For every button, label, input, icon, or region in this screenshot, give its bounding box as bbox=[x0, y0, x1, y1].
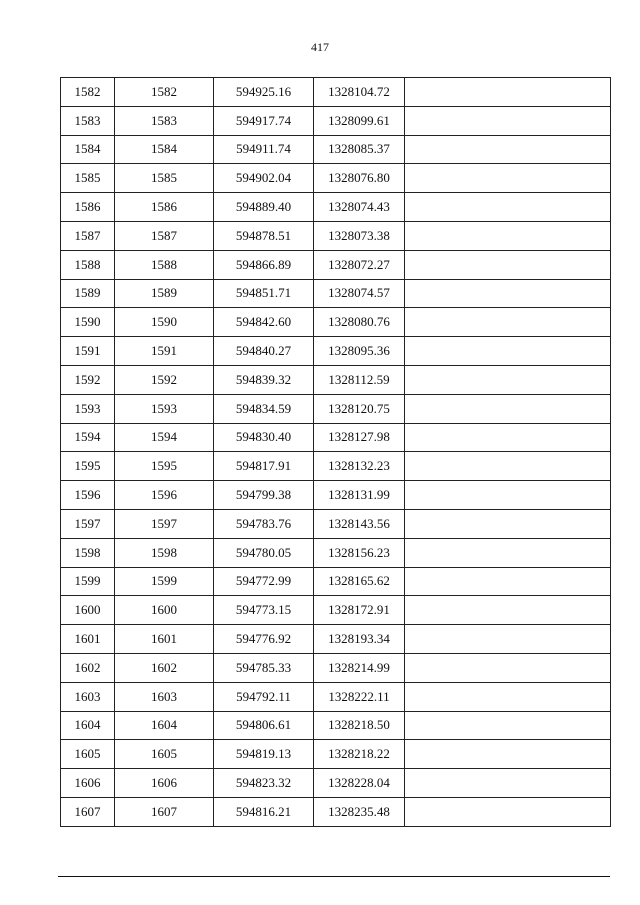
point-id-cell: 1589 bbox=[115, 279, 214, 308]
point-index-cell: 1591 bbox=[61, 337, 115, 366]
point-index-cell: 1592 bbox=[61, 365, 115, 394]
y-coordinate-cell: 1328104.72 bbox=[314, 78, 405, 107]
note-cell bbox=[405, 250, 611, 279]
x-coordinate-cell: 594785.33 bbox=[214, 653, 314, 682]
point-id-cell: 1605 bbox=[115, 740, 214, 769]
point-id-cell: 1582 bbox=[115, 78, 214, 107]
y-coordinate-cell: 1328073.38 bbox=[314, 221, 405, 250]
point-index-cell: 1595 bbox=[61, 452, 115, 481]
x-coordinate-cell: 594776.92 bbox=[214, 625, 314, 654]
table-row bbox=[61, 164, 611, 193]
note-cell bbox=[405, 337, 611, 366]
table-row bbox=[61, 337, 611, 366]
point-id-cell: 1590 bbox=[115, 308, 214, 337]
point-index-cell: 1599 bbox=[61, 567, 115, 596]
x-coordinate-cell: 594911.74 bbox=[214, 135, 314, 164]
note-cell bbox=[405, 279, 611, 308]
point-index-cell: 1596 bbox=[61, 481, 115, 510]
point-id-cell: 1595 bbox=[115, 452, 214, 481]
note-cell bbox=[405, 423, 611, 452]
point-id-cell: 1586 bbox=[115, 193, 214, 222]
y-coordinate-cell: 1328074.43 bbox=[314, 193, 405, 222]
table-row bbox=[61, 653, 611, 682]
table-row bbox=[61, 452, 611, 481]
y-coordinate-cell: 1328235.48 bbox=[314, 797, 405, 826]
x-coordinate-cell: 594839.32 bbox=[214, 365, 314, 394]
point-id-cell: 1585 bbox=[115, 164, 214, 193]
note-cell bbox=[405, 653, 611, 682]
x-coordinate-cell: 594902.04 bbox=[214, 164, 314, 193]
point-id-cell: 1587 bbox=[115, 221, 214, 250]
point-index-cell: 1584 bbox=[61, 135, 115, 164]
x-coordinate-cell: 594773.15 bbox=[214, 596, 314, 625]
point-id-cell: 1593 bbox=[115, 394, 214, 423]
y-coordinate-cell: 1328228.04 bbox=[314, 769, 405, 798]
point-id-cell: 1583 bbox=[115, 106, 214, 135]
x-coordinate-cell: 594840.27 bbox=[214, 337, 314, 366]
x-coordinate-cell: 594792.11 bbox=[214, 682, 314, 711]
point-index-cell: 1601 bbox=[61, 625, 115, 654]
x-coordinate-cell: 594842.60 bbox=[214, 308, 314, 337]
point-id-cell: 1601 bbox=[115, 625, 214, 654]
point-index-cell: 1590 bbox=[61, 308, 115, 337]
point-index-cell: 1583 bbox=[61, 106, 115, 135]
table-row bbox=[61, 250, 611, 279]
table-row bbox=[61, 596, 611, 625]
table-row bbox=[61, 423, 611, 452]
table-row bbox=[61, 78, 611, 107]
y-coordinate-cell: 1328165.62 bbox=[314, 567, 405, 596]
table-row bbox=[61, 221, 611, 250]
y-coordinate-cell: 1328080.76 bbox=[314, 308, 405, 337]
note-cell bbox=[405, 711, 611, 740]
point-index-cell: 1582 bbox=[61, 78, 115, 107]
point-index-cell: 1600 bbox=[61, 596, 115, 625]
y-coordinate-cell: 1328222.11 bbox=[314, 682, 405, 711]
note-cell bbox=[405, 394, 611, 423]
x-coordinate-cell: 594823.32 bbox=[214, 769, 314, 798]
table-row bbox=[61, 625, 611, 654]
y-coordinate-cell: 1328218.22 bbox=[314, 740, 405, 769]
point-index-cell: 1588 bbox=[61, 250, 115, 279]
note-cell bbox=[405, 538, 611, 567]
table-row bbox=[61, 682, 611, 711]
point-index-cell: 1589 bbox=[61, 279, 115, 308]
point-id-cell: 1606 bbox=[115, 769, 214, 798]
y-coordinate-cell: 1328120.75 bbox=[314, 394, 405, 423]
footer-rule bbox=[58, 876, 610, 877]
note-cell bbox=[405, 769, 611, 798]
x-coordinate-cell: 594799.38 bbox=[214, 481, 314, 510]
point-index-cell: 1602 bbox=[61, 653, 115, 682]
point-id-cell: 1584 bbox=[115, 135, 214, 164]
note-cell bbox=[405, 308, 611, 337]
note-cell bbox=[405, 135, 611, 164]
point-id-cell: 1598 bbox=[115, 538, 214, 567]
table-row bbox=[61, 538, 611, 567]
table-row bbox=[61, 740, 611, 769]
y-coordinate-cell: 1328214.99 bbox=[314, 653, 405, 682]
y-coordinate-cell: 1328085.37 bbox=[314, 135, 405, 164]
point-index-cell: 1586 bbox=[61, 193, 115, 222]
y-coordinate-cell: 1328127.98 bbox=[314, 423, 405, 452]
table-row bbox=[61, 711, 611, 740]
coordinate-table bbox=[60, 77, 611, 827]
y-coordinate-cell: 1328112.59 bbox=[314, 365, 405, 394]
x-coordinate-cell: 594817.91 bbox=[214, 452, 314, 481]
note-cell bbox=[405, 365, 611, 394]
x-coordinate-cell: 594866.89 bbox=[214, 250, 314, 279]
note-cell bbox=[405, 625, 611, 654]
point-id-cell: 1596 bbox=[115, 481, 214, 510]
x-coordinate-cell: 594806.61 bbox=[214, 711, 314, 740]
point-index-cell: 1598 bbox=[61, 538, 115, 567]
note-cell bbox=[405, 567, 611, 596]
note-cell bbox=[405, 193, 611, 222]
table-row bbox=[61, 193, 611, 222]
note-cell bbox=[405, 682, 611, 711]
x-coordinate-cell: 594830.40 bbox=[214, 423, 314, 452]
point-index-cell: 1603 bbox=[61, 682, 115, 711]
table-row bbox=[61, 769, 611, 798]
point-id-cell: 1588 bbox=[115, 250, 214, 279]
point-index-cell: 1607 bbox=[61, 797, 115, 826]
y-coordinate-cell: 1328076.80 bbox=[314, 164, 405, 193]
table-row bbox=[61, 797, 611, 826]
y-coordinate-cell: 1328095.36 bbox=[314, 337, 405, 366]
table-row bbox=[61, 106, 611, 135]
point-index-cell: 1605 bbox=[61, 740, 115, 769]
y-coordinate-cell: 1328099.61 bbox=[314, 106, 405, 135]
note-cell bbox=[405, 481, 611, 510]
x-coordinate-cell: 594772.99 bbox=[214, 567, 314, 596]
x-coordinate-cell: 594816.21 bbox=[214, 797, 314, 826]
x-coordinate-cell: 594783.76 bbox=[214, 509, 314, 538]
coordinate-table-body bbox=[61, 78, 611, 827]
x-coordinate-cell: 594851.71 bbox=[214, 279, 314, 308]
table-row bbox=[61, 135, 611, 164]
point-id-cell: 1604 bbox=[115, 711, 214, 740]
note-cell bbox=[405, 164, 611, 193]
y-coordinate-cell: 1328131.99 bbox=[314, 481, 405, 510]
note-cell bbox=[405, 221, 611, 250]
y-coordinate-cell: 1328193.34 bbox=[314, 625, 405, 654]
point-index-cell: 1593 bbox=[61, 394, 115, 423]
x-coordinate-cell: 594917.74 bbox=[214, 106, 314, 135]
y-coordinate-cell: 1328143.56 bbox=[314, 509, 405, 538]
y-coordinate-cell: 1328072.27 bbox=[314, 250, 405, 279]
x-coordinate-cell: 594889.40 bbox=[214, 193, 314, 222]
y-coordinate-cell: 1328172.91 bbox=[314, 596, 405, 625]
x-coordinate-cell: 594878.51 bbox=[214, 221, 314, 250]
y-coordinate-cell: 1328156.23 bbox=[314, 538, 405, 567]
table-row bbox=[61, 481, 611, 510]
note-cell bbox=[405, 740, 611, 769]
table-row bbox=[61, 279, 611, 308]
table-row bbox=[61, 394, 611, 423]
point-id-cell: 1597 bbox=[115, 509, 214, 538]
point-id-cell: 1603 bbox=[115, 682, 214, 711]
point-index-cell: 1606 bbox=[61, 769, 115, 798]
point-id-cell: 1591 bbox=[115, 337, 214, 366]
point-index-cell: 1594 bbox=[61, 423, 115, 452]
note-cell bbox=[405, 797, 611, 826]
note-cell bbox=[405, 509, 611, 538]
note-cell bbox=[405, 106, 611, 135]
y-coordinate-cell: 1328218.50 bbox=[314, 711, 405, 740]
point-index-cell: 1597 bbox=[61, 509, 115, 538]
table-row bbox=[61, 308, 611, 337]
point-index-cell: 1585 bbox=[61, 164, 115, 193]
point-id-cell: 1600 bbox=[115, 596, 214, 625]
note-cell bbox=[405, 596, 611, 625]
point-index-cell: 1604 bbox=[61, 711, 115, 740]
table-row bbox=[61, 567, 611, 596]
x-coordinate-cell: 594834.59 bbox=[214, 394, 314, 423]
point-id-cell: 1602 bbox=[115, 653, 214, 682]
note-cell bbox=[405, 452, 611, 481]
x-coordinate-cell: 594780.05 bbox=[214, 538, 314, 567]
point-id-cell: 1594 bbox=[115, 423, 214, 452]
x-coordinate-cell: 594819.13 bbox=[214, 740, 314, 769]
y-coordinate-cell: 1328074.57 bbox=[314, 279, 405, 308]
table-row bbox=[61, 365, 611, 394]
y-coordinate-cell: 1328132.23 bbox=[314, 452, 405, 481]
point-index-cell: 1587 bbox=[61, 221, 115, 250]
point-id-cell: 1607 bbox=[115, 797, 214, 826]
page-number: 417 bbox=[311, 40, 329, 54]
point-id-cell: 1592 bbox=[115, 365, 214, 394]
note-cell bbox=[405, 78, 611, 107]
table-row bbox=[61, 509, 611, 538]
x-coordinate-cell: 594925.16 bbox=[214, 78, 314, 107]
point-id-cell: 1599 bbox=[115, 567, 214, 596]
